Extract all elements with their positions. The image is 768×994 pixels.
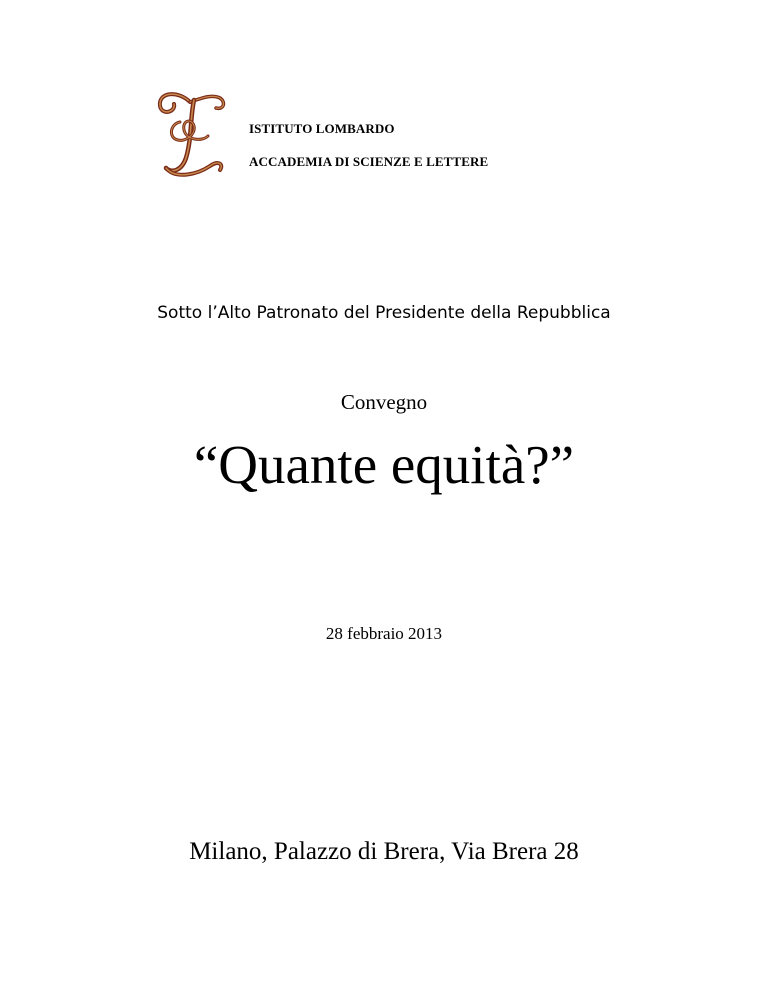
event-date: 28 febbraio 2013 — [325, 624, 443, 643]
institution-name: ISTITUTO LOMBARDO — [249, 121, 395, 136]
institution-subtitle: ACCADEMIA DI SCIENZE E LETTERE — [249, 154, 489, 169]
institute-monogram-logo-icon — [150, 88, 230, 180]
event-location: Milano, Palazzo di Brera, Via Brera 28 — [189, 838, 579, 865]
patronage-line: Sotto l’Alto Patronato del Presidente della Repubblica — [157, 303, 611, 323]
event-title: “Quante equità?” — [193, 434, 575, 495]
event-type: Convegno — [340, 390, 428, 414]
